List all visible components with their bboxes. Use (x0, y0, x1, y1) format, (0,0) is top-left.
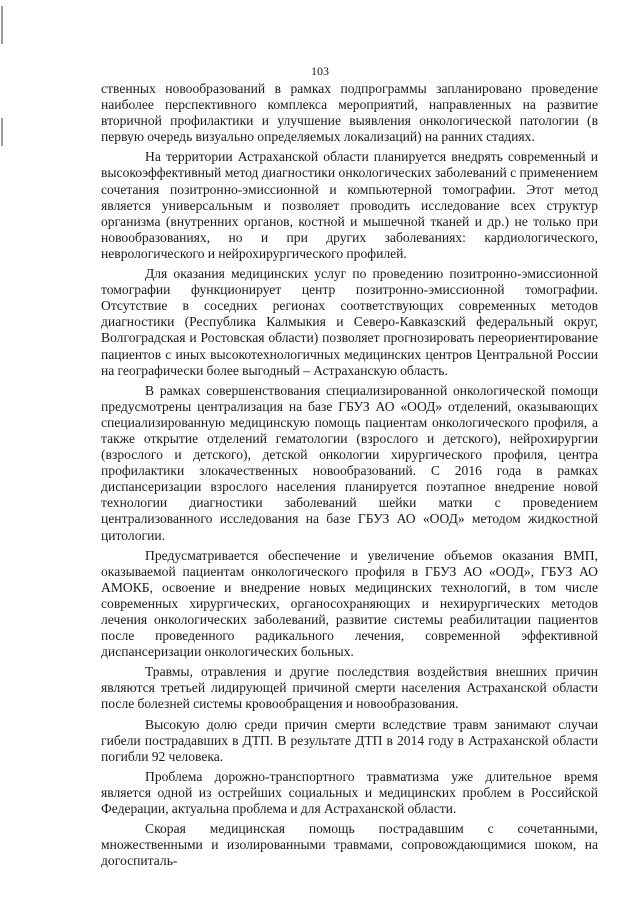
body-text (101, 81, 598, 873)
paragraph: Предусматривается обеспечение и увеличение объемов оказания ВМП, оказываемой пациентам онкологического профиля в ГБУЗ АО «ООД», ГБУЗ АО АМОКБ, освоение и внедрение новых медицинских технологий, в том числе современных хирургических, органосохраняющих и нехирургических методов лечения онкологических заболеваний, развитие системы реабилитации пациентов после проведенного радикального лечения, современной эффективной диспансеризации онкологических больных. (101, 547, 598, 660)
margin-mark (1, 118, 3, 146)
scan-margin-marks (0, 0, 6, 905)
paragraph: Для оказания медицинских услуг по проведению позитронно-эмиссионной томографии функционирует центр позитронно-эмиссионной томографии. Отсутствие в соседних регионах соответствующих современных методов диагностики (Республика Калмыкия и Северо-Кавказский федеральный округ, Волгоградская и Ростовская области) позволяет прогнозировать переориентирование пациентов с иных высокотехнологичных медицинских центров Центральной России на географически более выгодный – Астраханскую область. (101, 266, 598, 378)
paragraph: ственных новообразований в рамках подпрограммы запланировано проведение наиболее перспективного комплекса мероприятий, направленных на развитие вторичной профилактики и улучшение выявления онкологической патологии (в первую очередь визуально определяемых локализаций) на ранних стадиях. (101, 81, 598, 145)
paragraph: В рамках совершенствования специализированной онкологической помощи предусмотрены централизация на базе ГБУЗ АО «ООД» отделений, оказывающих специализированную медицинскую помощь пациентам онкологического профиля, а также открытие отделений гематологии (взрослого и детского), нейрохирургии (взрослого и детского), детской онкологии хирургического профиля, центра профилактики злокачественных новообразований. С 2016 года в рамках диспансеризации взрослого населения планируется поэтапное внедрение новой технологии диагностики заболеваний шейки матки с проведением централизованного исследования на базе ГБУЗ АО «ООД» методом жидкостной цитологии. (101, 382, 598, 543)
paragraph: Проблема дорожно-транспортного травматизма уже длительное время является одной из острейших социальных и медицинских проблем в Российской Федерации, актуальна проблема и для Астраханской области. (101, 768, 598, 817)
page-number: 103 (311, 64, 329, 78)
margin-mark (1, 6, 3, 44)
paragraph: На территории Астраханской области планируется внедрять современный и высокоэффективный метод диагностики онкологических заболеваний с применением сочетания позитронно-эмиссионной и компьютерной томографии. Этот метод является универсальным и позволяет проводить исследование всех структур организма (внутренних органов, костной и мышечной тканей и др.) не только при новообразованиях, но и при других заболеваниях: кардиологического, неврологического и нейрохирургического профилей. (101, 149, 598, 261)
paragraph: Травмы, отравления и другие последствия воздействия внешних причин являются третьей лидирующей причиной смерти населения Астраханской области после болезней системы кровообращения и новообразования. (101, 664, 598, 712)
paragraph: Высокую долю среди причин смерти вследствие травм занимают случаи гибели пострадавших в ДТП. В результате ДТП в 2014 году в Астраханской области погибли 92 человека. (101, 716, 598, 764)
paragraph: Скорая медицинская помощь пострадавшим с сочетанными, множественными и изолированными травмами, сопровождающимися шоком, на догоспиталь- (101, 821, 598, 869)
